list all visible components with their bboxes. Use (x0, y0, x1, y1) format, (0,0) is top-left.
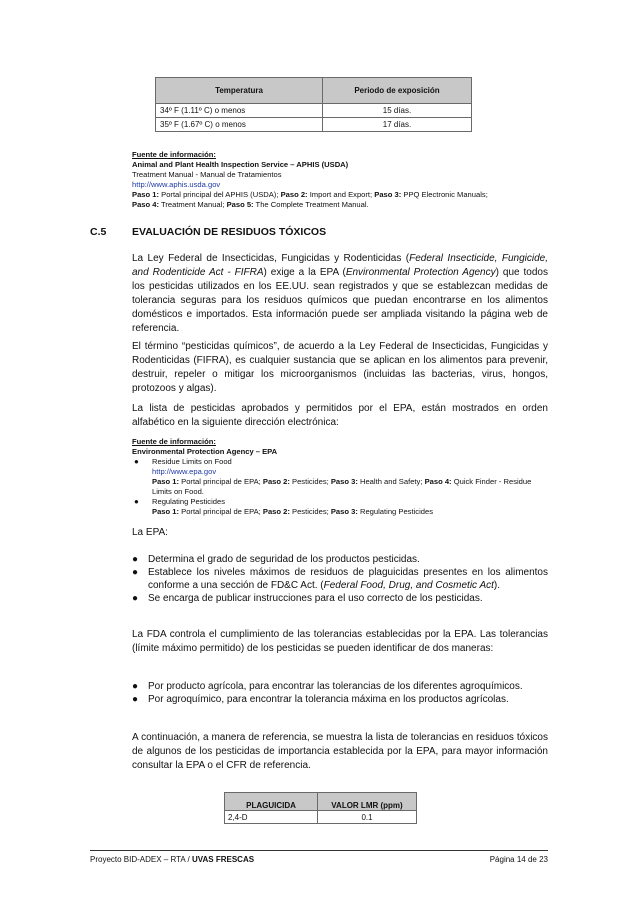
step-label: Paso 1: (132, 190, 160, 199)
step-text: PPQ Electronic Manuals; (401, 190, 488, 199)
tolerance-methods-list (132, 680, 548, 706)
step-label: Paso 2: (262, 477, 290, 486)
step-label: Paso 4: (132, 200, 160, 209)
lmr-table (224, 792, 417, 824)
column-header: Periodo de exposición (323, 78, 472, 104)
list-item-text: ). (493, 580, 501, 591)
text-run: ) que todos los pesticidas utilizados en los EE.UU. sean registrados y que se establezcan medidas de tolerancia seguras para los residuos químicos que puedan encontrarse en los alimentos domésticos e importados. Esta información puede ser ampliada visitando la página web de referencia. (132, 267, 548, 334)
epa-duties-list (132, 553, 548, 605)
table-cell: 35º F (1.67º C) o menos (156, 118, 323, 132)
bullet-icon: ● (132, 554, 139, 565)
source-organization: Animal and Plant Health Inspection Service – APHIS (USDA) (132, 160, 349, 169)
table-cell: 17 días. (323, 118, 472, 132)
step-label: Paso 3: (374, 190, 402, 199)
list-item (132, 680, 548, 693)
list-item-text: Por producto agrícola, para encontrar las tolerancias de los diferentes agroquímicos. (148, 681, 523, 692)
section-number: C.5 (90, 226, 107, 238)
step-text: Import and Export; (307, 190, 375, 199)
paragraph-pesticide-list: La lista de pesticidas aprobados y permitidos por el EPA, están mostrados en orden alfabético en la siguiente dirección electrónica: (132, 403, 548, 428)
source-box-aphis (132, 150, 548, 210)
source-steps (132, 190, 548, 200)
footer-project-text: Proyecto BID-ADEX – RTA / (90, 855, 192, 864)
list-item (132, 592, 548, 605)
table-row (225, 811, 417, 824)
bullet-icon: ● (132, 593, 139, 604)
step-text: Quick Finder - Residue Limits on Food. (152, 477, 532, 496)
text-run-italic: Federal Insecticide, Fungicide, and Rodenticide Act - FIFRA (132, 253, 549, 278)
paragraph-pesticide-definition: El término “pesticidas químicos”, de acuerdo a la Ley Federal de Insecticidas, Fungicidas y Rodenticidas (FIFRA), es cualquier sustancia que se aplican en los alimentos para prevenir, destruir, repeler o mitigar los microorganismos (incluidas las bacterias, virus, hongos, protozoos y algas). (132, 341, 548, 394)
step-text: Portal principal del APHIS (USDA); (159, 190, 281, 199)
step-text: The Complete Treatment Manual. (253, 200, 369, 209)
list-item (132, 497, 548, 517)
source-item-title: Regulating Pesticides (152, 497, 226, 506)
source-document: Treatment Manual - Manual de Tratamientos (132, 170, 282, 179)
step-text: Regulating Pesticides (357, 507, 433, 516)
bullet-icon: ● (132, 681, 139, 692)
column-header: VALOR LMR (ppm) (318, 793, 417, 811)
table-cell: 34º F (1.11º C) o menos (156, 104, 323, 118)
table-header-row (225, 793, 417, 811)
source-box-epa (132, 437, 548, 517)
step-label: Paso 2: (262, 507, 290, 516)
footer-rule (90, 850, 548, 851)
step-text: Treatment Manual; (159, 200, 227, 209)
text-run: La Ley Federal de Insecticidas, Fungicidas y Rodenticidas ( (132, 253, 410, 264)
text-run: ) exige a la EPA ( (263, 267, 346, 278)
column-header: Temperatura (156, 78, 323, 104)
footer-product: UVAS FRESCAS (191, 855, 255, 864)
text-run-italic: Environmental Protection Agency (345, 267, 496, 278)
step-label: Paso 1: (152, 477, 180, 486)
list-item-text: Establece los niveles máximos de residuos de plaguicidas presentes en los alimentos conforme a una sección de FD&C Act. ( (148, 567, 548, 591)
list-item (132, 457, 548, 497)
table-row (156, 104, 472, 118)
step-label: Paso 1: (152, 507, 180, 516)
table-cell: 15 días. (323, 104, 472, 118)
source-item-title: Residue Limits on Food (152, 457, 232, 466)
list-item-text: Se encarga de publicar instrucciones para el uso correcto de los pesticidas. (148, 593, 483, 604)
table-cell: 2,4-D (225, 811, 318, 824)
list-item-text: Por agroquímico, para encontrar la tolerancia máxima en los productos agrícolas. (148, 694, 509, 705)
list-item-text: Determina el grado de seguridad de los productos pesticidas. (148, 554, 420, 565)
source-link[interactable]: http://www.aphis.usda.gov (132, 180, 221, 189)
table-cell: 0.1 (318, 811, 417, 824)
paragraph-tolerance-reference: A continuación, a manera de referencia, se muestra la lista de tolerancias en residuos tóxicos de algunos de los pesticidas de importancia establecida por la EPA, para mayor información consultar la EPA o el CFR de referencia. (132, 732, 548, 771)
step-label: Paso 3: (330, 477, 358, 486)
list-item-text-italic: Federal Food, Drug, and Cosmetic Act (323, 580, 494, 591)
source-steps (152, 507, 548, 517)
step-text: Portal principal de EPA; (179, 507, 263, 516)
source-link[interactable]: http://www.epa.gov (152, 467, 217, 476)
column-header: PLAGUICIDA (225, 793, 318, 811)
section-title: EVALUACIÓN DE RESIDUOS TÓXICOS (132, 226, 327, 238)
bullet-icon: ● (132, 694, 139, 705)
source-steps (152, 477, 548, 497)
step-text: Pesticides; (289, 477, 331, 486)
step-label: Paso 3: (330, 507, 358, 516)
list-item (132, 693, 548, 706)
step-label: Paso 5: (226, 200, 254, 209)
source-heading: Fuente de información: (132, 150, 216, 159)
step-text: Pesticides; (289, 507, 331, 516)
source-heading: Fuente de información: (132, 437, 216, 446)
bullet-icon: ● (132, 567, 139, 578)
page-number: Página 14 de 23 (489, 855, 548, 864)
footer-project (90, 855, 254, 864)
source-list (132, 457, 548, 517)
table-row (156, 118, 472, 132)
list-item (132, 553, 548, 566)
temperature-table (155, 77, 472, 132)
table-header-row (156, 78, 472, 104)
paragraph-fda-tolerances: La FDA controla el cumplimiento de las tolerancias establecidas por la EPA. Las tolerancias (límite máximo permitido) de los pesticidas se pueden identificar de dos maneras: (132, 629, 548, 654)
step-text: Portal principal de EPA; (179, 477, 263, 486)
paragraph-fifra (132, 252, 548, 336)
list-item (132, 566, 548, 592)
step-label: Paso 2: (280, 190, 308, 199)
source-steps (132, 200, 548, 210)
source-organization: Environmental Protection Agency – EPA (132, 447, 278, 456)
step-label: Paso 4: (424, 477, 452, 486)
step-text: Health and Safety; (357, 477, 425, 486)
epa-heading: La EPA: (132, 527, 168, 538)
bullet-icon: ● (134, 457, 139, 466)
bullet-icon: ● (134, 497, 139, 506)
